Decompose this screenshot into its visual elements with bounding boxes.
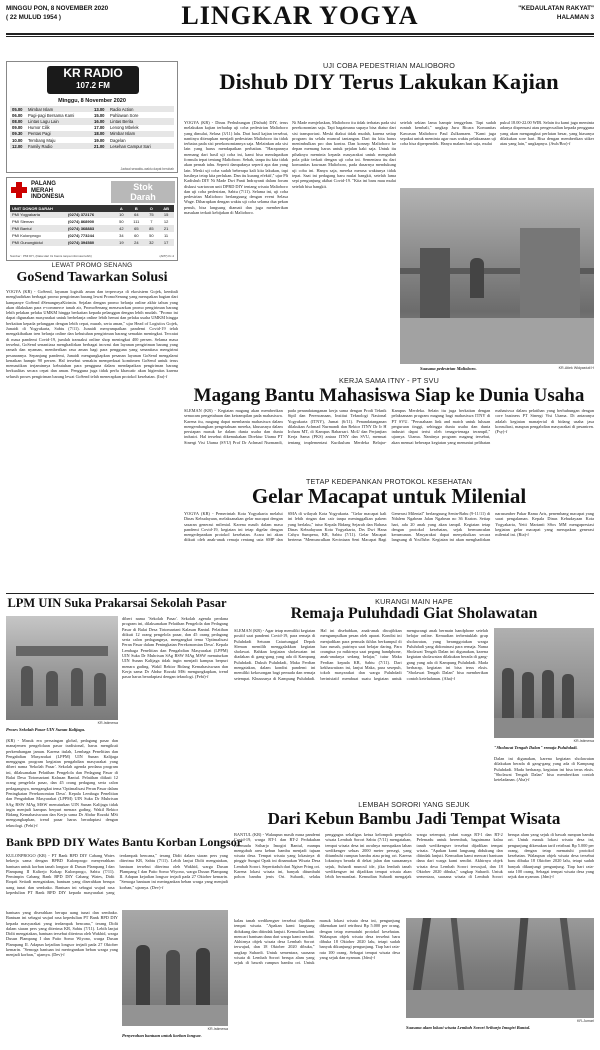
lead-kicker: UJI COBA PEDESTRIAN MALIOBORO xyxy=(322,61,455,70)
radio-program: Humor Cilik xyxy=(28,125,50,131)
blood-type-b-count: 64 xyxy=(134,212,139,218)
pmi-unit-name: PMI Kulonprogo xyxy=(12,232,41,238)
sholawat-photo-caption: "Sholawat Tengah Dalan" remaja Puluhdadi. xyxy=(494,745,578,750)
radio-schedule xyxy=(6,61,178,173)
pmi-unit-name: PMI Gunungkidul xyxy=(12,239,43,245)
radio-schedule-row xyxy=(10,143,174,149)
lead-headline: Dishub DIY Terus Lakukan Kajian xyxy=(219,69,559,94)
bpd-body: KULONPROGO (KR) - PT Bank BPD DIY Cabang Wates bekerja sama dengan BPBD Kulonprogo menyerahkan bantuan untuk korban tanah longsor di Dusun Plampang I dan Plampang II Kalirejo Kokap Kulonprogo, Sabtu (7/11). Pemimpin Cabang Bank BPD DIY Cabang Wates, Didit Roqati Setiadi mengatakan, bantuan yang diserahkan berupa uang tunai dan sembako. Bantuan ini sebagai wujud rasa kepedulian PT Bank BPD DIY kepada masyarakat yang terdampak bencana," terang Didit dalam siaran pers yang diterima KR, Sabtu (7/11). Lebih lanjut Didit mengatakan, bantuan tersebut diterima oleh Wakhid, warga Dusun Plampang I dan Paito Somo Wiyono, warga Dusun Plampang II. Adapun kejadian longsor terjadi pada 27 Oktober kemarin. "Semoga bantuan ini meringankan beban warga yang menjadi korban," ujarnya. (Dev)-f xyxy=(6,853,228,896)
malioboro-photo-caption: Suasana pedestrian Malioboro. xyxy=(420,366,477,371)
lead-body-col3: setelah sekian lama hampir tenggelam. Tapi sudah runtuh kembali," ungkap Juru Bicara Komunitas Kawasan Malioboro Paul Zulkarnaen. "Kami juga sepakat untuk meminta agar ruas waktu pelaksanaan uji coba bisa diperpendek. Hanya malam hari saja, mulai xyxy=(400,120,496,147)
sorori-headline: Dari Kebun Bambu Jadi Tempat Wisata xyxy=(267,809,561,828)
lpm-body-left: (KR) - Masuk era persaingan global, pedagang pasar dan manajemen pengelolaan pasar tradisional, harus mengikuti perkembangan jaman. Karena itulah, Lembaga Penelitian dan Pengabdian Masyarakat (LPPM) UIN Sunan Kalijaga menggagas program kegiatan pengabdian masyarakat yang diberi nama 'Sekolah Pasar'. Sekolah agenda perdana program ini, dilaksanakan Pelatihan Pengelola dan Pedagang Pasar di Balai Desa Tirtomartani Kalasan Bantul. Pelatihan diikuti 12 orang pengelola pasar, dan 45 orang pedagang serta calon pedagangnya, mengangkat tema 'Optimalisasi Peran Pasar dalam Peningkatan Perekonomian Desa'. Kepala Lembaga Penelitian dan Pengabdian Masyarakat (LPPM) UIN Suka Dr Muhrisun SAg BSW MAg MSW menuturkan UIN Sunan Kalijaga tidak ingin menjadi kampus berpuri menara gading. Wakil Rektor Bidang Kemahasiswaan dan Kerja sama Dr Abdur Rozaki MSi mengungkapkan, trend pasar harus beradaptasi dengan teknologi. (Febi)-f xyxy=(6,738,118,828)
lead-body-col2: Ni Made menjelaskan, Malioboro itu tidak terbatas pada sisi perekonomian saja. Tapi bagaimana supaya bisa diatur dari sisi transportasi. Meski diakui tidak mudah, karena setiap program itu selalu muncul tantangan. Dari itu kita harus menimbulkan pro dan kontra. Dan konsep Malioboro ke depan memang harus untuk pejalan kaki saja. Untuk itu pihaknya meminta kepada masyarakat untuk mengubah pola pikir terkait dengan uji coba ini. Sementara itu dari komunitas kawasan Malioboro, pada dasarnya mendukung uji coba ini. Hanya saja, mereka merasa waktunya tidak tepat. Saat ini pedagang baru mulai bangkit, setelah lama sepi pengunjung akibat Covid-19. "Kita ini baru mau mulai setelah bisa bangkit. xyxy=(292,120,396,189)
lead-body-col4: pukul 18.00-22.00 WIB. Selain itu kami juga meminta adanya dispensasi atau pengecualian kepada pengguna yang akan mengangkut perlatan besar, yang biasanya dilakukan sore hari. Bisa dengan memberikan stiker atau yang lain," ungkapnya. (Awh/Bro)-f xyxy=(500,120,594,147)
radio-program: Lintas Lagu Lain xyxy=(28,118,59,124)
radio-program: Family Radio xyxy=(28,143,53,149)
masthead-title: LINGKAR YOGYA xyxy=(181,1,419,30)
sholawat-photo-credit: KR-Istimewa xyxy=(573,739,594,743)
blood-type-b-count: 60 xyxy=(134,232,139,238)
radio-program: Pahlawan Sore xyxy=(110,112,139,118)
magang-kicker: KERJA SAMA ITNY - PT SVU xyxy=(339,376,439,385)
pmi-unit-phone: (0274) 372176 xyxy=(68,212,95,218)
sorori-photo xyxy=(406,918,594,1018)
radio-program: Lintas Berita xyxy=(110,118,134,124)
pmi-unit-name: PMI Yogyakarta xyxy=(12,212,41,218)
blood-type-o-count: 50 xyxy=(149,232,154,238)
gosend-body: YOGYA (KR) - GoSend, layanan logistik aman dan terpercaya di ekosistem Gojek, kembali menghadirkan berbagai promo pengiriman barang lewat PromoSenang yang merupakan bagian dari kampanye GoSend #SenangnyaKirimin. Sejalan dengan promo belanja online akhir tahun yang akan dilakukan para e-commerce tanah air, PromoSenang menawarkan promo pengiriman barang lebih pelakan pelaku UMKM hingga berkaitan kepada pelanggan dengan lebih mudah. "Promo ini dapat digunakan masyarakat untuk berbelanja online lebih hemat dan pelaku usaha UMKM hingga berkaitan kepada pelanggan dengan lebih cepat, murah, serta aman," ujar Head of Logistics Gojek, Junaidi di Yogyakarta, Sabtu (7/11). Junaidi menyampaikan pandemi Covid-19 telah mengakibatkan tren belanja online dan kebutuhan pengiriman barang semakin meningkat. Tercatat di masa pandemi Covid-19, jumlah transaksi online shop meningkat 400 persen. Selama masa tersebut, GoSend senantiasa menghadirkan berbagai inovasi dan layanan pengiriman barang yang ramah dan nyaman, memberikan rasa aman bagi para pengguna yang senantiasa mengirimi pesanannya. Sepanjang pandemi, Junaidi mengungkapkan pesanan layanan GoSend mengalami kenaikan hampir 90 persen. Hal tersebut semakin memperkuat komitmen GoSend untuk terus memastikan terjaminnya kebutuhan para pengguna dalam mendapatkan pengiriman barang berkualitas secara cepat dan aman. Pengguna juga tidak perlu khawatir akan higienitas karena seluruh proses pengiriman barang lewat GoSend telah menerapkan protokol kesehatan. (Ira)-f xyxy=(6,289,178,379)
blood-type-b-count: 24 xyxy=(134,239,139,245)
malioboro-photo xyxy=(400,188,594,364)
stok-darah-badge: Stok Darah xyxy=(111,181,175,203)
macapat-kicker: TETAP KEDEPANKAN PROTOKOL KESEHATAN xyxy=(305,477,473,486)
radio-time: 15.00 xyxy=(94,112,105,118)
gosend-kicker: LEWAT PROMO SENANG xyxy=(51,262,133,269)
radio-logo-frequency: 107.2 FM xyxy=(76,81,110,90)
blood-type-ab-count: 21 xyxy=(163,226,169,232)
pmi-code: (APP) Kr-4 xyxy=(159,254,174,258)
blood-type-a-count: 10 xyxy=(119,212,124,218)
radio-logo-name: KR RADIO xyxy=(63,66,123,80)
blood-type-ab-count: 12 xyxy=(163,219,169,225)
magang-body: SLEMAN (KR) - Kegiatan magang akan memberikan semacam pengetahuan dan ketrampilan pada mahasiswa. Karena itu, magang dapat membantu mahasiswa dalam mengembangkan pengetahuan mereka, khususnya dalam persiapan masuk ke dalam dunia usaha dan dunia industri. Hal tersebut dikemukakan Direktur Utama PT Sinergi Visi Utama (SVU) Prof Dr Achmad Nurmandi, pada penandatanganan kerja sama dengan Prodi Teknik Sipil dan Perencanaan, Institut Teknologi Nasional Yogyakarta (ITNY), Jumat (6/11). Penandatanganan dilakukan Achmad Nurmandi dan Rektor ITNY Dr Ir H Ircham MT, di Kampus Babarsari. MoU dan Perjanjian Kerja Sama (PKS) antara ITNY dan SVU, memuat tentang implementasi Kurikulum Merdeka Belajar-Kampus Merdeka. Selain itu juga berkaitan dengan pelaksanaan program magang bagi mahasiswa ITNY di PT SVU. "Perusahaan link and match untuk lulusan perguruan tinggi, sehingga dunia usaha dan dunia industri dapat terisi oleh tenaga-tenaga terampil," ujarnya. Utama. Nantinya program magang tersebut, akan menuai beberapa kegiatan yang menuntut pelibatan mahasiswa dalam pelatihan yang berhubungan dengan core business PT Sinergi Visi Utama. Di antaranya adalah kegiatan manajerial di bidang usaha jasa konsultasi, maupun pengabdian masyarakat di pesantren. (Fsy)-f xyxy=(184,408,594,445)
radio-time: 09.00 xyxy=(12,125,23,131)
radio-time: 13.00 xyxy=(94,106,105,112)
sorori-body-lower: kalau tanah wedikengser tersebut dijadikan tempat wisata. "Apakan kami langsung didukung dan ditindak lanjuti. Kemudian kami mencari bantuan dana dari warga kami sendiri. Akhirnya objek wisata desa Lembah Sorori terwujud, dan 18 Oktober 2020 dibuka," ungkap Suhardi. Untuk sementara, suasana wisata di Lembah Sorori berupa alam yang sejuk di bawah rumpun bambu ori. Untuk masuk lokasi wisata desa ini, pengunjung dikenakan tarif retribusi Rp 5.000 per orang, dengan tetap mematuhi protokol kesehatan. Walaupun objek wisata desa tersebut baru dibuka 18 Oktober 2020 lalu, tetapi sudah banyak dikunjungi pengunjung. Tiap hari rata-rata 100 orang. Sebagai tempat wisata desa yang sejuk dan nyaman. (Jdm)-f xyxy=(234,918,400,966)
remaja-headline: Remaja Puluhdadi Giat Sholawatan xyxy=(290,605,538,622)
page-number: HALAMAN 3 xyxy=(556,14,594,21)
radio-time: 09.30 xyxy=(12,131,23,137)
macapat-body: YOGYA (KR) - Pemerintah Kota Yogyakarta melalui Dinas Kebudayaan, melaksanakan gelar macapat dengan sasaran generasi milenial. Karena masih dalam masa pandemi Covid-19, kegiatan ini tetap digelar dengan mengedepankan protokol kesehatan. Acara ini akan diikuti oleh anak-anak remaja rentang usia SMP dan SMA di wilayah Kota Yogyakarta. "Gelar macapat kali ini lebih ringan dan cair tanpa meninggalkan pakem yang berlaku," tutur Kepala Bidang Sejarah dan Bahasa Dinas Kebudayaan Kota Yogyakarta, Drs Dwi Hana Cahya Sumpena, KR, Sabtu (7/11). Gelar Macapat bertema "Memunculkan Kecintaan Seni Macapat Bagi Generasi Milenial" berlangsung Senin-Rabu (9-11/11) di Ndalem Ngabean Jalan Ngabean no 36 Kraton. Setiap hari, ada 20 anak yang akan tampil. Kegiatan tetap dengan protokol kesehatan, sejak bermunculan kerumunan. Masyarakat dapat menyaksikan secara langsung di YouTube. Kegiatan ini akan menghadirkan narasumber Pakar Rama Aris, penembang macapat yang sarat pengalaman. Kepala Dinas Kebudayaan Kota Yogyakarta, Yetti Martanti SSos MM mengapresiasi kegiatan gelar macapat yang merupakan generasi milenial ini. (Ria)-f xyxy=(184,511,594,543)
sorori-photo-caption: Suasana alam lokasi wisata Lembah Sorori Sriharjo Imogiri Bantul. xyxy=(406,1025,531,1030)
blood-type-o-count: 7 xyxy=(150,219,153,225)
pmi-unit-phone: (0274) 368883 xyxy=(68,226,95,232)
masthead-rule-thin xyxy=(6,36,594,37)
pmi-table-row xyxy=(10,225,174,232)
pmi-table-row xyxy=(10,232,174,239)
radio-program: Mimbar Islam xyxy=(110,131,136,137)
sholawat-photo xyxy=(494,628,594,738)
lpm-body-right: diberi nama 'Sekolah Pasar'. Sekolah agenda perdana program ini, dilaksanakan Pelatihan Pengelola dan Pedagang Pasar di Balai Desa Tirtomartani Kalasan Bantul. Pelatihan diikuti 12 orang pengelola pasar, dan 45 orang pedagang serta calon pedagangnya, mengangkat tema 'Optimalisasi Peran Pasar dalam Peningkatan Perekonomian Desa'. Kepala Lembaga Penelitian dan Pengabdian Masyarakat (LPPM) UIN Suka Dr Muhrisun SAg BSW MAg MSW menuturkan UIN Sunan Kalijaga tidak ingin menjadi kampus berpuri menara gading. Wakil Rektor Bidang Kemahasiswaan dan Kerja sama Dr Abdur Rozaki MSi mengungkapkan, trend pasar harus beradaptasi dengan teknologi. (Febi)-f xyxy=(122,616,228,680)
pmi-unit-name: PMI Bantul xyxy=(12,226,32,232)
blood-type-a-count: 50 xyxy=(119,219,124,225)
pmi-unit-phone: (0274) 868900 xyxy=(68,219,95,225)
radio-time: 10.00 xyxy=(12,137,23,143)
malioboro-photo-credit: KR-Atiek Widyastuti H xyxy=(558,366,594,370)
radio-program: Pagi-pagi Bersama Kami xyxy=(28,112,75,118)
sorori-body: BANTUL (KR) - Walaupun masih masa pandemi Covid-19, warga RT-1 dan RT-2 Pedukuhan Pelemadu Sriharjo Imogiri Bantul, mampu mengubah area kebun bambu menjadi tujuan wisata desa. Tempat wisata yang lokasinya di pinggir Sungai Opak ini dinamakan Wisata Desa Lembah Sorori. Sepertiaduh dari Ngiser Pring ori. Karena lokasi wisata ini, banyak ditumbuhi pohon bambu jenis Ori. Suhardi, selaku penggagas sekaligus ketua kelompok pengelola wisata Lembah Sorori Sabtu (7/11) mengatakan, tempat wisata desa ini awalnya merupakan lahan wedikenger seluas 2000 meter persegi, yang ditumbuhi rumpun bambu atau pring ori. Karena lokasinya berada di dekat jalan dan suasananya sejuk, Suhardi muncul ide, jika lembah tanah wedikengser ini dijadikan tempat wisata akan lebih bermanfaat. Kemudian Suhardi mengajak warga setempat, yakni warga RT-1 dan RT-2 Pelemadu untuk berembuk, bagaimana kalau tanah wedikengser tersebut dijadikan tempat wisata. "Apakan kami langsung didukung dan ditindak lanjuti. Kemudian kami mencari bantuan dana dari warga kami sendiri. Akhirnya objek wisata desa Lembah Sorori terwujud, dan 18 Oktober 2020 dibuka," ungkap Suhardi. Untuk sementara, suasana wisata di Lembah Sorori berupa alam yang sejuk di bawah rumpun bambu ori. Untuk masuk lokasi wisata desa ini, pengunjung dikenakan tarif retribusi Rp 5.000 per orang, dengan tetap mematuhi protokol kesehatan. Walaupun objek wisata desa tersebut baru dibuka 18 Oktober 2020 lalu, tetapi sudah banyak dikunjungi pengunjung. Tiap hari rata-rata 100 orang. Sebagai tempat wisata desa yang sejuk dan nyaman. (Jdm)-f xyxy=(234,832,594,880)
magang-headline: Magang Bantu Mahasiswa Siap ke Dunia Usaha xyxy=(193,385,585,406)
sekolah-pasar-photo-caption: Proses Sekolah Pasar UIN Sunan Kalijaga. xyxy=(6,727,86,732)
pmi-column-header: A xyxy=(115,205,129,212)
radio-time: 21.00 xyxy=(94,143,105,149)
remaja-body-right: Dalan ini digunakan, karena kegiatan sholawatan dilakukan berada di gang-gang yang ada di Kampung Puluhdadi. Mada berharap, kegiatan ini bisa terus eksis. "Sholawat Tengah Dalan" bisa memberikan contoh keteladanan. (Aha)-f xyxy=(494,756,594,783)
radio-time: 19.00 xyxy=(94,137,105,143)
sekolah-pasar-photo-credit: KR-Istimewa xyxy=(97,721,118,725)
blood-type-o-count: 75 xyxy=(149,212,154,218)
pmi-table-row xyxy=(10,212,174,219)
lead-body-col1: YOGYA (KR) - Dinas Perhubungan (Dishub) DIY, terus melakukan kajian terhadap uji coba pedestrian Malioboro yang dimulai, Selasa (3/11) lalu. Dari hasil kajian tersebut, nantinya diterapkan menjadi pedestrian Malioboro itu tidak terbatas pada sisi perekonomiannya saja. Melainkan ada sisi lain yang harus mendapatkan perhatian. "Harapannya memang dari hasil uji coba ini, kami bisa mendapatkan formula tepat tentang Malioboro. Sebab, tanpa itu kita tidak akan pernah tahu. Seperti dampaknya seperti apa dan yang lain. Meski uji coba sudah beberapa kali kita lakukan, tapi hasilnya tetap kita perlukan. Dan itu kurang efektif," ujar Plt Kadishub DIY Ni Made Dwi Panti Indrayanti dalam forum diskusi wartawan unit DPRD DIY tentang wisata Malioboro dan uji coba pedestrian, Sabtu (7/11). Selama ini, uji coba pedestrian Malioboro berlangsung dengan event Selasa Wage. Diharapkan dengan waktu uji coba selama dua pekan penuh, bisa langsung diamati dan juga memberikan masukan terkait kebijakan di Malioboro. xyxy=(184,120,288,216)
radio-time: 16.00 xyxy=(94,118,105,124)
radio-program: Tembang Maju xyxy=(28,137,56,143)
macapat-headline: Gelar Macapat untuk Milenial xyxy=(251,484,527,508)
blood-type-ab-count: 17 xyxy=(163,239,169,245)
radio-note: Jadwal sewaktu-waktu dapat berubah xyxy=(120,167,174,171)
blood-type-b-count: 65 xyxy=(134,226,139,232)
blood-type-o-count: 32 xyxy=(149,239,154,245)
remaja-body: SLEMAN (KR) - Agar tetap memiliki kegiatan positif saat pandemi Covid-19, para remaja di Puluhdadi Seturan Caturtunggal Depok Sleman memilih menggalakkan kegiatan sholawat. Bahkan kegiatan sholawatan ini diadakan di gang-gang yang ada di Kampung Puluhdadi. Dukuh Puluhdadi, Maka Ferdian mengatakan, dalam kondisi pandemi ini memiliki kekosongan bagi pemuda dan remaja setempat. Khususnya di Kampung Puluhdadi. Hal ini disebabkan, anak-anak diwajibkan mengumpulkan pesan oleh aparat. Kondisi ini menjadikan para pemuda ikhlas berkumpul di luar rumah, putrinya saat belajar daring. Para orangtua ya mikirnya saat pegang handphone, anak-anaknya sedang belajar," tutur Maka Ferdian kepada KR, Sabtu (7/11). Dari kekhawatiran ini, lanjut Maka, para sesepuh, tokoh masyarakat dan warga Puluhdadi berinisiatif membuat suatu kegiatan untuk mengurangi anak bermain handphone setelah belajar online. Kemudian terbentuklah grup sholawatan, yang beranggotakan warga Puluhdadi yang didominasi para remaja. Nama Sholawat Tengah Dalan ini digunakan, karena kegiatan sholawatan dilakukan berada di gang-gang yang ada di Kampung Puluhdadi. Mada berharap, kegiatan ini bisa terus eksis. "Sholawat Tengah Dalan" bisa memberikan contoh keteladanan. (Aha)-f xyxy=(234,628,488,681)
pmi-blood-stock xyxy=(6,177,178,261)
blood-type-b-count: 111 xyxy=(133,219,140,225)
pmi-unit-phone: (0274) 394580 xyxy=(68,239,95,245)
pmi-column-header: AB xyxy=(158,205,174,212)
masthead-rule xyxy=(6,33,594,35)
pmi-table-header xyxy=(10,205,174,212)
remaja-kicker: KURANGI MAIN HAPE xyxy=(375,597,453,606)
blood-type-ab-count: 15 xyxy=(163,212,169,218)
blood-type-a-count: 42 xyxy=(119,226,124,232)
radio-time: 17.00 xyxy=(94,125,105,131)
bpd-headline: Bank BPD DIY Wates Bantu Korban Longsor xyxy=(6,835,243,849)
radio-date: Minggu, 8 November 2020 xyxy=(58,98,126,104)
radio-program: Mimbar Islam xyxy=(28,106,54,112)
pmi-column-header: UNIT DONOR DARAH xyxy=(10,205,115,212)
radio-program: Dagelan xyxy=(110,137,126,143)
kr-radio-logo xyxy=(47,66,139,94)
sekolah-pasar-photo xyxy=(6,616,118,720)
pmi-name: PALANG MERAH INDONESIA xyxy=(31,181,65,200)
bpd-photo-credit: KR-Istimewa xyxy=(207,1027,228,1031)
lpm-headline: LPM UIN Suka Prakarsai Sekolah Pasar xyxy=(7,596,227,610)
masthead xyxy=(0,0,600,57)
radio-program: Lesehan Campur Sari xyxy=(110,143,151,149)
sorori-kicker: LEMBAH SORORI YANG SEJUK xyxy=(358,800,470,809)
masthead-slogan: "KEDAULATAN RAKYAT" xyxy=(518,5,594,12)
masthead-hijri-date: ( 22 MULUD 1954 ) xyxy=(6,14,61,21)
sorori-photo-credit: KR-Jumari xyxy=(577,1019,594,1023)
section-divider xyxy=(6,593,594,594)
blood-type-ab-count: 11 xyxy=(164,232,169,238)
pmi-stock-table xyxy=(10,205,174,246)
pmi-unit-phone: (0274) 773244 xyxy=(68,232,95,238)
pmi-logo xyxy=(11,182,27,198)
radio-time: 18.00 xyxy=(94,131,105,137)
gosend-headline: GoSend Tawarkan Solusi xyxy=(16,270,168,285)
radio-program: Radio Action xyxy=(110,106,134,112)
radio-program: Pentas Pagi xyxy=(28,131,51,137)
blood-type-o-count: 85 xyxy=(149,226,154,232)
pmi-table-row xyxy=(10,218,174,225)
radio-time: 06.00 xyxy=(12,112,23,118)
blood-type-a-count: 34 xyxy=(119,232,124,238)
pmi-unit-name: PMI Sleman xyxy=(12,219,34,225)
bpd-photo-caption: Penyerahan bantuan untuk korban longsor. xyxy=(122,1033,202,1038)
radio-time: 05.00 xyxy=(12,106,23,112)
radio-time: 08.00 xyxy=(12,118,23,124)
pmi-table-row xyxy=(10,239,174,246)
pmi-column-header: O xyxy=(145,205,159,212)
radio-program: Lenong Mbelek xyxy=(110,125,139,131)
pmi-note: Sumber : PMI DIY, (Data Hari Ini Kamis tanpa informasi lebih) xyxy=(10,254,92,258)
pmi-column-header: B xyxy=(128,205,144,212)
radio-time: 12.00 xyxy=(12,143,23,149)
bpd-body-left: bantuan yang diserahkan berupa uang tunai dan sembako. Bantuan ini sebagai wujud rasa kepedulian PT Bank BPD DIY kepada masyarakat yang terdampak bencana," terang Didit dalam siaran pers yang diterima KR, Sabtu (7/11). Lebih lanjut Didit mengatakan, bantuan tersebut diterima oleh Wakhid, warga Dusun Plampang I dan Paito Somo Wiyono, warga Dusun Plampang II. Adapun kejadian longsor terjadi pada 27 Oktober kemarin. "Semoga bantuan ini meringankan beban warga yang menjadi korban," ujarnya. (Dev)-f xyxy=(6,910,118,958)
radio-schedule-table xyxy=(10,106,174,149)
blood-type-a-count: 19 xyxy=(119,239,124,245)
bpd-photo xyxy=(122,910,228,1026)
masthead-date: MINGGU PON, 8 NOVEMBER 2020 xyxy=(6,5,109,12)
